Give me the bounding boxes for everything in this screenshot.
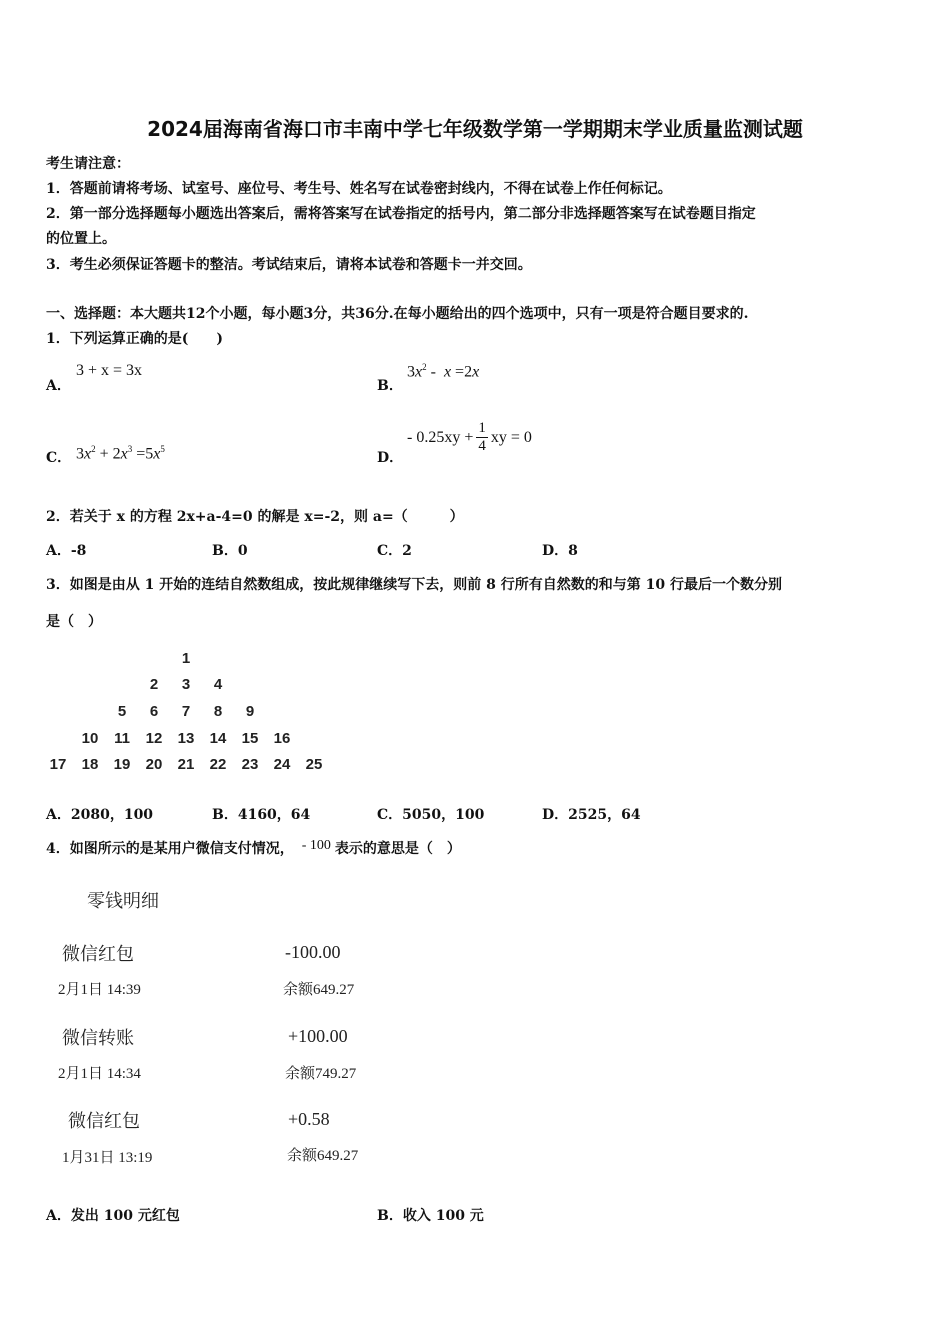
q1-option-c-label: C． <box>46 450 72 466</box>
transaction-time: 2月1日 14:34 <box>58 1066 141 1082</box>
triangle-number: 10 <box>81 730 99 747</box>
triangle-number: 1 <box>181 650 191 667</box>
q1-option-d-expr <box>407 420 532 455</box>
q4-option-b: B．收入 100 元 <box>377 1208 484 1224</box>
triangle-number: 24 <box>273 756 291 773</box>
q1-option-b-expr: $3x^2 - x =2x$ <box>407 362 480 381</box>
triangle-number: 9 <box>245 703 255 720</box>
q4-option-a: A．发出 100 元红包 <box>46 1208 180 1224</box>
triangle-number: 8 <box>213 703 223 720</box>
q2-option-c: C．2 <box>377 543 412 559</box>
transaction-amount: -100.00 <box>285 942 341 962</box>
q3-option-c: C．5050，100 <box>377 807 485 823</box>
q2-option-b: B．0 <box>212 543 248 559</box>
transaction-time: 1月31日 13:19 <box>62 1150 153 1166</box>
triangle-number: 15 <box>241 730 259 747</box>
triangle-number: 7 <box>181 703 191 720</box>
q1-option-d-fraction <box>476 420 488 455</box>
q4-stem-before: 4．如图所示的是某用户微信支付情况， <box>46 841 294 857</box>
transaction-name: 微信转账 <box>62 1028 134 1049</box>
q4-stem-after: 表示的意思是（ ） <box>334 841 461 857</box>
transaction-balance: 余额649.27 <box>287 1148 359 1164</box>
q1-option-b-label: B． <box>377 378 403 394</box>
triangle-number: 11 <box>114 730 130 747</box>
q3-stem-line-2: 是（ ） <box>46 614 102 630</box>
transaction-amount: +100.00 <box>288 1026 348 1046</box>
q4-stem <box>46 838 461 858</box>
triangle-number: 4 <box>213 676 223 693</box>
q1-option-a-expr: 3 + x = 3x <box>76 362 143 379</box>
triangle-number: 2 <box>149 676 159 693</box>
triangle-number: 22 <box>209 756 227 773</box>
q4-stem-math: - 100 <box>301 838 331 853</box>
triangle-number: 13 <box>177 730 195 747</box>
q1-option-d-numerator: 1 <box>478 420 486 436</box>
triangle-number: 17 <box>49 756 67 773</box>
wallet-title: 零钱明细 <box>87 891 159 912</box>
notice-item-1: 1．答题前请将考场、试室号、座位号、考生号、姓名写在试卷密封线内，不得在试卷上作任何标记。 <box>46 181 672 197</box>
transaction-time: 2月1日 14:39 <box>58 982 141 998</box>
q1-option-c-expr: $3x^2 + 2x^3 =5x^5$ <box>76 444 165 463</box>
triangle-number: 25 <box>305 756 323 773</box>
q2-stem: 2．若关于 x 的方程 2x+a-4=0 的解是 x=-2，则 a=（ ） <box>46 509 464 525</box>
q3-stem-line-1: 3．如图是由从 1 开始的连结自然数组成，按此规律继续写下去，则前 8 行所有自然数的和与第 10 行最后一个数分别 <box>46 577 782 593</box>
q1-option-d-tail: xy = 0 <box>490 428 532 446</box>
triangle-number: 20 <box>145 756 163 773</box>
q1-stem: 1．下列运算正确的是( ) <box>46 331 223 347</box>
triangle-number: 19 <box>113 756 131 773</box>
transaction-balance: 余额649.27 <box>283 982 355 998</box>
notice-heading: 考生请注意： <box>46 156 130 172</box>
transaction-amount: +0.58 <box>288 1109 330 1129</box>
transaction-name: 微信红包 <box>68 1111 140 1132</box>
triangle-number: 21 <box>177 756 195 773</box>
q1-option-d-lead: - 0.25xy + <box>407 428 474 446</box>
q2-option-a: A．-8 <box>46 543 87 559</box>
notice-item-3: 3．考生必须保证答题卡的整洁。考试结束后，请将本试卷和答题卡一并交回。 <box>46 257 532 273</box>
triangle-number: 12 <box>145 730 163 747</box>
triangle-number: 18 <box>81 756 99 773</box>
triangle-number: 5 <box>117 703 127 720</box>
q1-option-d-label: D． <box>377 450 404 466</box>
notice-item-2-line-2: 的位置上。 <box>46 231 116 247</box>
triangle-number: 3 <box>181 676 191 693</box>
triangle-number: 23 <box>241 756 259 773</box>
q1-option-d-denominator: 4 <box>478 438 486 454</box>
section-heading: 一、选择题：本大题共12个小题，每小题3分，共36分.在每小题给出的四个选项中，只有一项是符合题目要求的. <box>46 306 749 322</box>
triangle-number: 14 <box>209 730 227 747</box>
q2-option-d: D．8 <box>542 543 578 559</box>
page-title: 2024届海南省海口市丰南中学七年级数学第一学期期末学业质量监测试题 <box>147 117 803 141</box>
triangle-number: 16 <box>273 730 291 747</box>
transaction-name: 微信红包 <box>62 944 134 965</box>
q1-option-a-label: A． <box>46 378 71 394</box>
q3-option-b: B．4160，64 <box>212 807 311 823</box>
transaction-balance: 余额749.27 <box>285 1066 357 1082</box>
triangle-number: 6 <box>149 703 159 720</box>
q3-option-d: D．2525，64 <box>542 807 641 823</box>
q3-option-a: A．2080，100 <box>46 807 154 823</box>
notice-item-2-line-1: 2．第一部分选择题每小题选出答案后，需将答案写在试卷指定的括号内，第二部分非选择题答案写在试卷题目指定 <box>46 206 756 222</box>
